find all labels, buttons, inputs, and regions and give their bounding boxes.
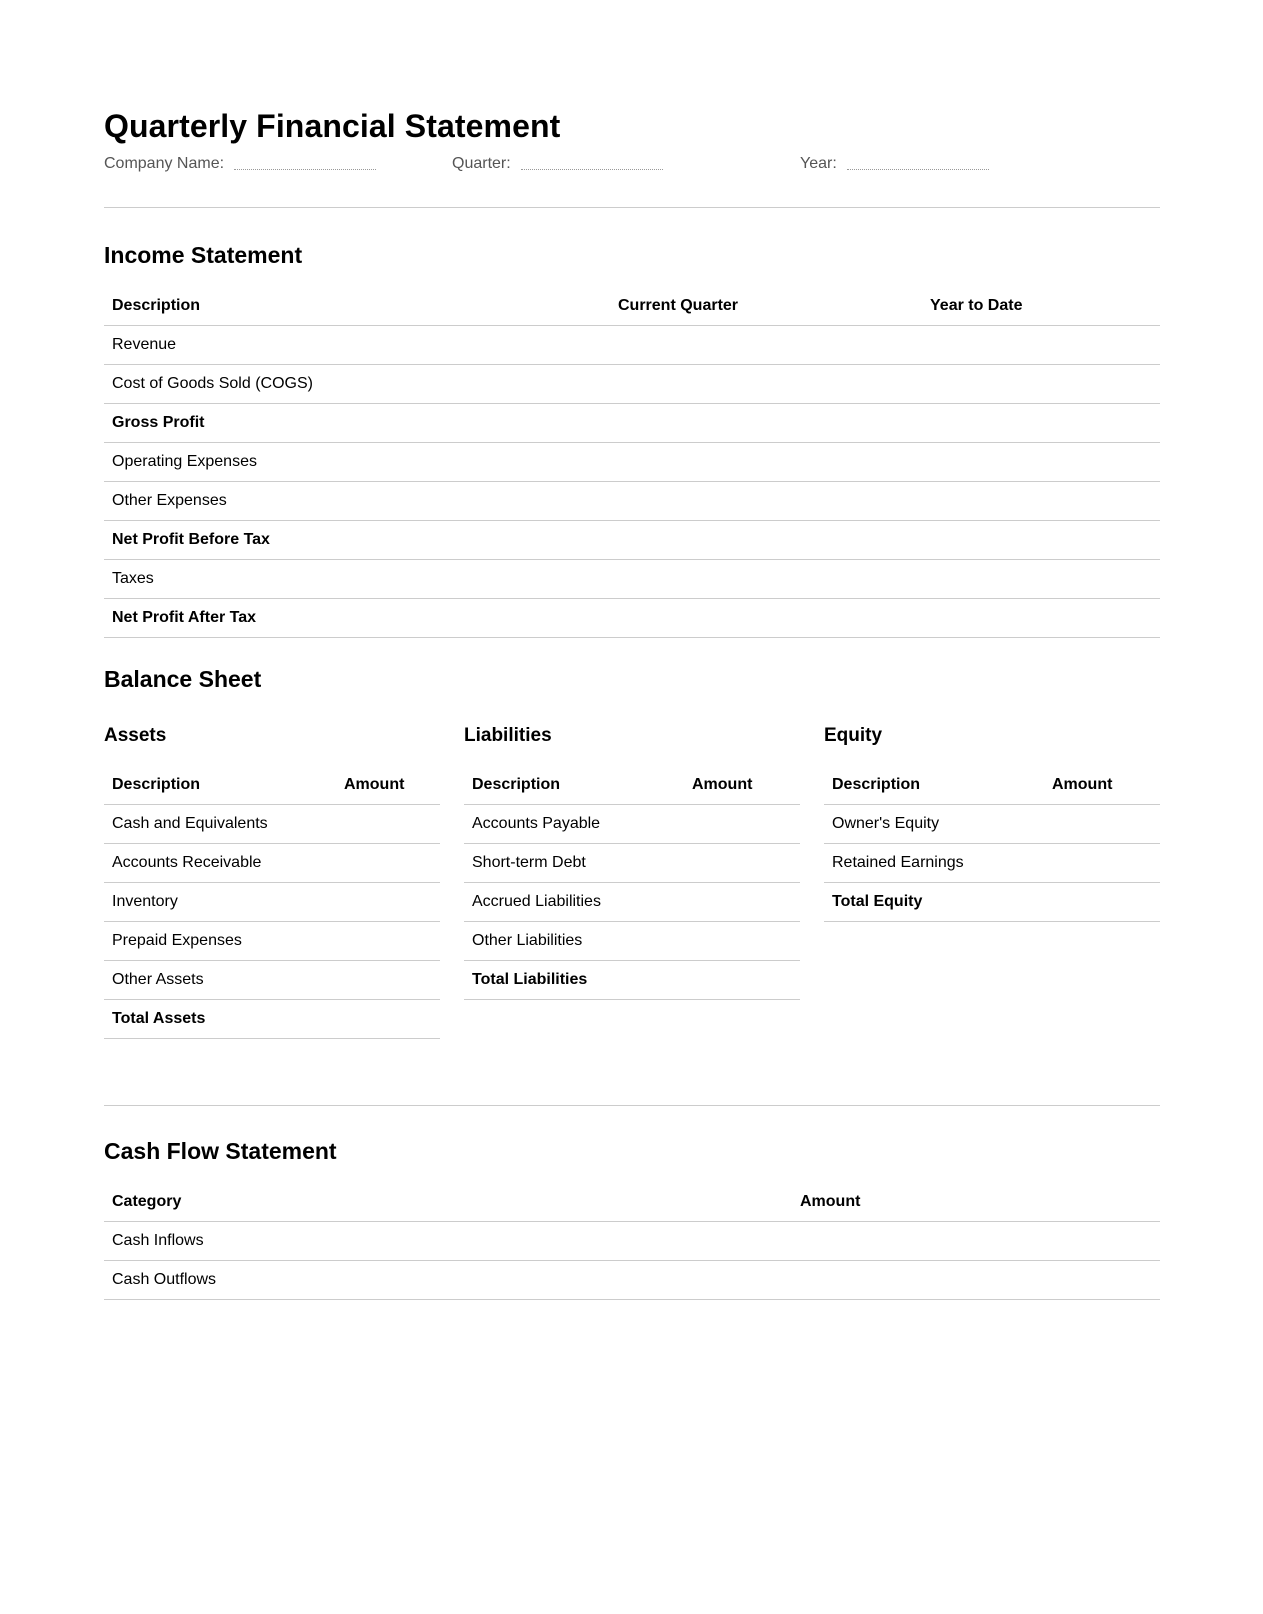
- section-divider: [104, 1105, 1160, 1106]
- table-header-row: [104, 287, 1160, 326]
- row-label: Owner's Equity: [824, 805, 1044, 844]
- company-name-input[interactable]: [234, 155, 376, 170]
- row-label: Total Equity: [824, 883, 1044, 922]
- amount-cell[interactable]: [1044, 805, 1160, 844]
- liabilities-table: [464, 766, 800, 1000]
- year-field: [800, 155, 989, 173]
- row-label: Accounts Payable: [464, 805, 684, 844]
- ytd-cell[interactable]: [922, 365, 1160, 404]
- table-row: [104, 482, 1160, 521]
- table-row: [104, 883, 440, 922]
- ytd-cell[interactable]: [922, 326, 1160, 365]
- row-label: Retained Earnings: [824, 844, 1044, 883]
- col-description: Description: [104, 287, 610, 326]
- table-row: [824, 805, 1160, 844]
- row-label: Accrued Liabilities: [464, 883, 684, 922]
- row-label: Cost of Goods Sold (COGS): [104, 365, 610, 404]
- table-header-row: [824, 766, 1160, 805]
- table-row: [104, 1000, 440, 1039]
- row-label: Cash and Equivalents: [104, 805, 336, 844]
- amount-cell[interactable]: [1044, 844, 1160, 883]
- income-statement-title: Income Statement: [104, 242, 303, 268]
- amount-cell[interactable]: [684, 805, 800, 844]
- table-row: [104, 805, 440, 844]
- col-amount: Amount: [684, 766, 800, 805]
- table-row: [464, 805, 800, 844]
- current-quarter-cell[interactable]: [610, 599, 922, 638]
- amount-cell[interactable]: [1044, 883, 1160, 922]
- table-header-row: [464, 766, 800, 805]
- table-row: [104, 560, 1160, 599]
- row-label: Other Liabilities: [464, 922, 684, 961]
- table-row: [464, 961, 800, 1000]
- amount-cell[interactable]: [336, 1000, 440, 1039]
- table-row: [104, 922, 440, 961]
- table-row: [104, 844, 440, 883]
- row-label: Taxes: [104, 560, 610, 599]
- company-name-label: Company Name:: [104, 155, 225, 172]
- amount-cell[interactable]: [792, 1222, 1160, 1261]
- table-row: [464, 922, 800, 961]
- row-label: Net Profit After Tax: [104, 599, 610, 638]
- header-divider: [104, 207, 1160, 208]
- current-quarter-cell[interactable]: [610, 521, 922, 560]
- balance-sheet-title: Balance Sheet: [104, 666, 262, 692]
- table-row: [104, 365, 1160, 404]
- row-label: Short-term Debt: [464, 844, 684, 883]
- table-header-row: [104, 1183, 1160, 1222]
- quarter-label: Quarter:: [452, 155, 511, 172]
- amount-cell[interactable]: [684, 844, 800, 883]
- row-label: Inventory: [104, 883, 336, 922]
- ytd-cell[interactable]: [922, 521, 1160, 560]
- income-statement-table: [104, 287, 1160, 638]
- col-category: Category: [104, 1183, 792, 1222]
- ytd-cell[interactable]: [922, 482, 1160, 521]
- quarter-field: [452, 155, 663, 173]
- current-quarter-cell[interactable]: [610, 560, 922, 599]
- row-label: Revenue: [104, 326, 610, 365]
- current-quarter-cell[interactable]: [610, 404, 922, 443]
- table-row: [824, 883, 1160, 922]
- year-input[interactable]: [847, 155, 989, 170]
- table-row: [104, 443, 1160, 482]
- row-label: Total Liabilities: [464, 961, 684, 1000]
- current-quarter-cell[interactable]: [610, 365, 922, 404]
- cash-flow-title: Cash Flow Statement: [104, 1138, 337, 1164]
- row-label: Other Expenses: [104, 482, 610, 521]
- amount-cell[interactable]: [336, 922, 440, 961]
- assets-table: [104, 766, 440, 1039]
- current-quarter-cell[interactable]: [610, 443, 922, 482]
- current-quarter-cell[interactable]: [610, 326, 922, 365]
- quarter-input[interactable]: [521, 155, 663, 170]
- col-description: Description: [464, 766, 684, 805]
- table-row: [104, 1222, 1160, 1261]
- amount-cell[interactable]: [684, 922, 800, 961]
- row-label: Cash Outflows: [104, 1261, 792, 1300]
- company-name-field: [104, 155, 376, 173]
- row-label: Cash Inflows: [104, 1222, 792, 1261]
- cash-flow-table: [104, 1183, 1160, 1300]
- table-row: [104, 1261, 1160, 1300]
- row-label: Operating Expenses: [104, 443, 610, 482]
- table-header-row: [104, 766, 440, 805]
- ytd-cell[interactable]: [922, 443, 1160, 482]
- table-row: [464, 844, 800, 883]
- table-row: [104, 326, 1160, 365]
- col-amount: Amount: [336, 766, 440, 805]
- amount-cell[interactable]: [684, 883, 800, 922]
- row-label: Net Profit Before Tax: [104, 521, 610, 560]
- table-row: [104, 961, 440, 1000]
- current-quarter-cell[interactable]: [610, 482, 922, 521]
- row-label: Total Assets: [104, 1000, 336, 1039]
- row-label: Accounts Receivable: [104, 844, 336, 883]
- col-amount: Amount: [792, 1183, 1160, 1222]
- table-row: [104, 521, 1160, 560]
- amount-cell[interactable]: [336, 844, 440, 883]
- col-description: Description: [104, 766, 336, 805]
- col-amount: Amount: [1044, 766, 1160, 805]
- amount-cell[interactable]: [684, 961, 800, 1000]
- header-fields: [104, 155, 1160, 179]
- ytd-cell[interactable]: [922, 599, 1160, 638]
- col-current-quarter: Current Quarter: [610, 287, 922, 326]
- ytd-cell[interactable]: [922, 404, 1160, 443]
- ytd-cell[interactable]: [922, 560, 1160, 599]
- table-row: [104, 599, 1160, 638]
- amount-cell[interactable]: [336, 961, 440, 1000]
- row-label: Prepaid Expenses: [104, 922, 336, 961]
- table-row: [104, 404, 1160, 443]
- table-row: [824, 844, 1160, 883]
- liabilities-title: Liabilities: [464, 725, 552, 746]
- assets-title: Assets: [104, 725, 167, 746]
- col-year-to-date: Year to Date: [922, 287, 1160, 326]
- page-title: Quarterly Financial Statement: [104, 108, 561, 144]
- row-label: Gross Profit: [104, 404, 610, 443]
- table-row: [464, 883, 800, 922]
- amount-cell[interactable]: [336, 883, 440, 922]
- equity-title: Equity: [824, 725, 883, 746]
- amount-cell[interactable]: [336, 805, 440, 844]
- col-description: Description: [824, 766, 1044, 805]
- amount-cell[interactable]: [792, 1261, 1160, 1300]
- equity-table: [824, 766, 1160, 922]
- row-label: Other Assets: [104, 961, 336, 1000]
- year-label: Year:: [800, 155, 837, 172]
